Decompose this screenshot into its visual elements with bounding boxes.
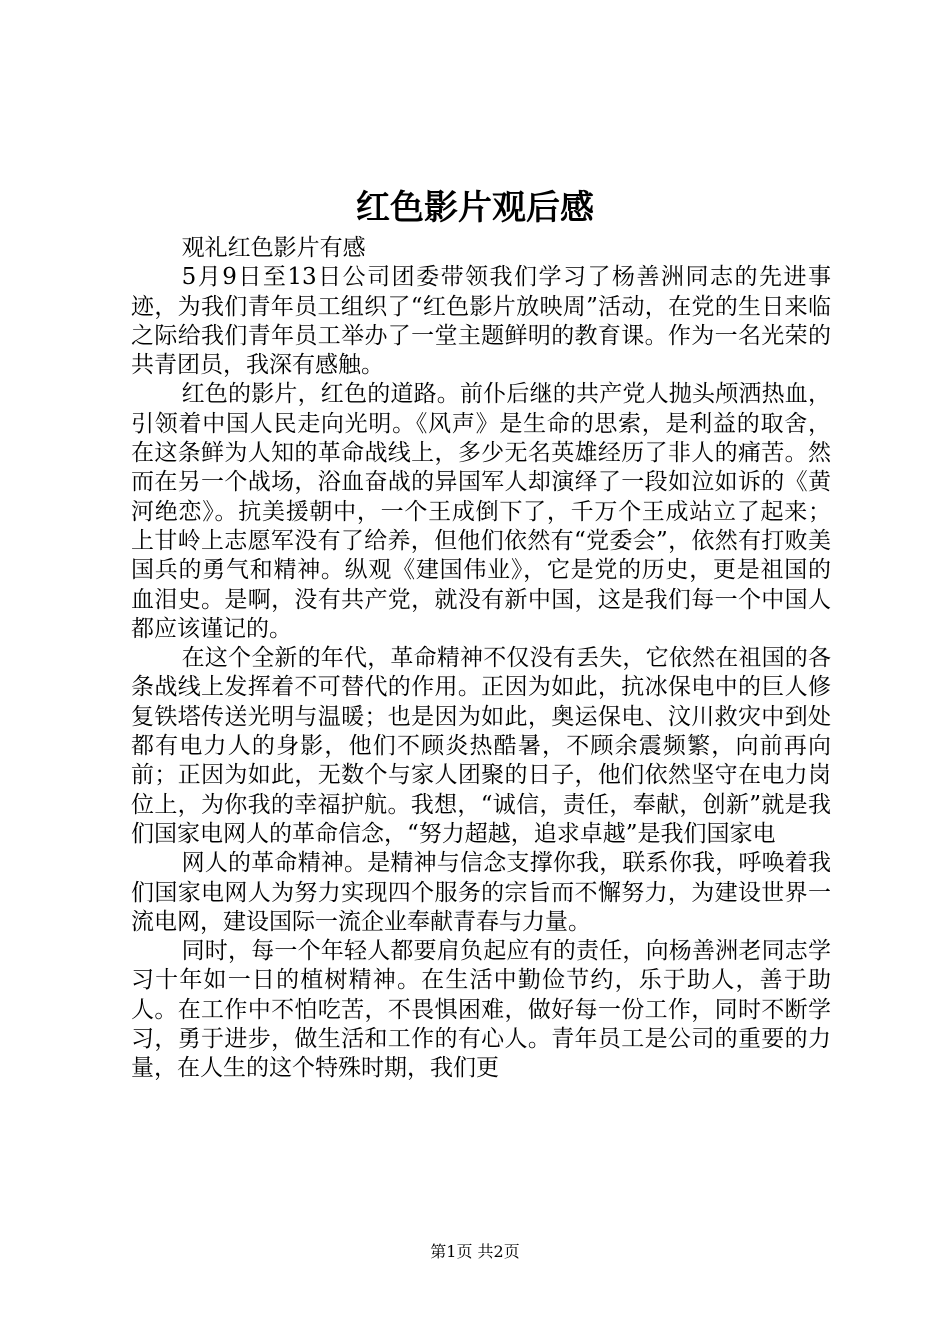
page-footer: 第1页 共2页 xyxy=(430,1242,520,1261)
paragraph: 在这个全新的年代，革命精神不仅没有丢失，它依然在祖国的各条战线上发挥着不可替代的作用。正因为如此，抗冰保电中的巨人修复铁塔传送光明与温暖；也是因为如此，奥运保电、汶川救灾中到处都有电力人的身影，他们不顾炎热酷暑，不顾余震频繁，向前再向前；正因为如此，无数个与家人团聚的日子，他们依然坚守在电力岗位上，为你我的幸福护航。我想，“诚信，责任，奉献，创新”就是我们国家电网人的革命信念，“努力超越，追求卓越”是我们国家电 xyxy=(131,645,831,847)
document-body xyxy=(131,234,831,1084)
paragraph: 红色的影片，红色的道路。前仆后继的共产党人抛头颅洒热血，引领着中国人民走向光明。《风声》是生命的思索，是利益的取舍，在这条鲜为人知的革命战线上，多少无名英雄经历了非人的痛苦。然而在另一个战场，浴血奋战的异国军人却演绎了一段如泣如诉的《黄河绝恋》。抗美援朝中，一个王成倒下了，千万个王成站立了起来；上甘岭上志愿军没有了给养，但他们依然有“党委会”，依然有打败美国兵的勇气和精神。纵观《建国伟业》，它是党的历史，更是祖国的血泪史。是啊，没有共产党，就没有新中国，这是我们每一个中国人都应该谨记的。 xyxy=(131,381,831,642)
paragraph: 5月9日至13日公司团委带领我们学习了杨善洲同志的先进事迹，为我们青年员工组织了“红色影片放映周”活动，在党的生日来临之际给我们青年员工举办了一堂主题鲜明的教育课。作为一名光荣的共青团员，我深有感触。 xyxy=(131,264,831,379)
document-title: 红色影片观后感 xyxy=(356,188,594,228)
paragraph-subtitle: 观礼红色影片有感 xyxy=(181,235,366,261)
paragraph: 网人的革命精神。是精神与信念支撑你我，联系你我，呼唤着我们国家电网人为努力实现四个服务的宗旨而不懈努力，为建设世界一流电网，建设国际一流企业奉献青春与力量。 xyxy=(131,850,831,935)
paragraph: 同时，每一个年轻人都要肩负起应有的责任，向杨善洲老同志学习十年如一日的植树精神。在生活中勤俭节约，乐于助人，善于助人。在工作中不怕吃苦，不畏惧困难，做好每一份工作，同时不断学习，勇于进步，做生活和工作的有心人。青年员工是公司的重要的力量，在人生的这个特殊时期，我们更 xyxy=(131,938,831,1082)
